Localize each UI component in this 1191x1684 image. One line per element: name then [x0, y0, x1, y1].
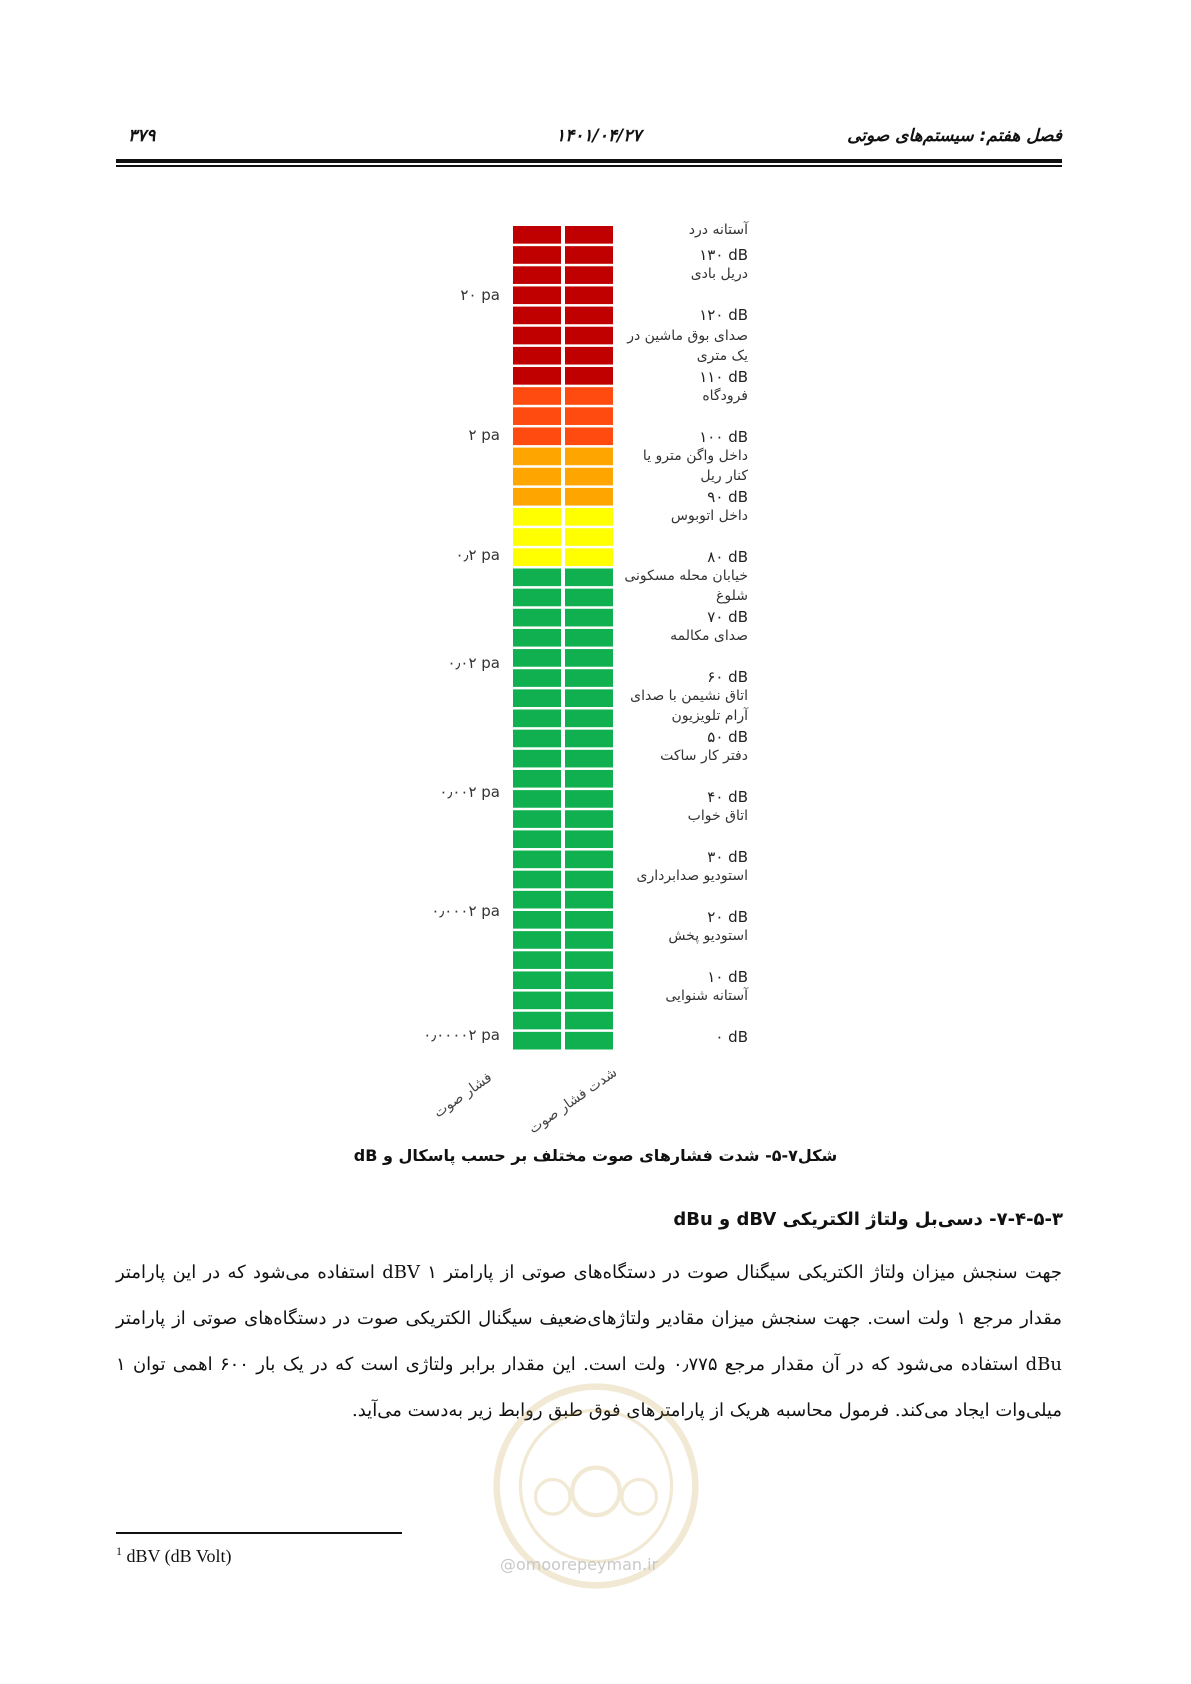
meter-segment [513, 710, 561, 728]
db-note-label: اتاق خواب [687, 808, 748, 824]
meter-segment [513, 810, 561, 828]
meter-segment [565, 810, 613, 828]
meter-segment [565, 508, 613, 526]
meter-segment [513, 871, 561, 889]
axis-label-intensity: شدت فشار صوت [526, 1064, 621, 1138]
meter-segment [565, 548, 613, 566]
meter-segment [565, 689, 613, 707]
db-note-label: آرام تلویزیون [671, 708, 748, 724]
db-note-label: استودیو پخش [668, 928, 748, 944]
pa-value-label: ۲ pa [468, 426, 500, 444]
footnote-number: 1 [116, 1544, 122, 1558]
meter-segment [565, 992, 613, 1010]
meter-segment [513, 770, 561, 788]
meter-segment [513, 367, 561, 385]
pa-value-label: ۰٫۰۰۰۲ pa [431, 902, 500, 920]
db-value-label: ۸۰ dB [707, 548, 748, 566]
db-note-label: یک متری [696, 348, 748, 364]
meter-segment [513, 407, 561, 425]
meter-segment [565, 750, 613, 768]
db-note-label: اتاق نشیمن با صدای [630, 688, 748, 704]
meter-segment [513, 448, 561, 466]
meter-segment [565, 367, 613, 385]
meter-segment [513, 830, 561, 848]
meter-segment [513, 387, 561, 405]
meter-segment [565, 266, 613, 284]
axis-label-pressure: فشار صوت [431, 1069, 496, 1122]
meter-segment [513, 689, 561, 707]
meter-segment [513, 589, 561, 607]
section-title: ۷-۴-۵-۳- دسی‌بل ولتاژ الکتریکی dBV و dBu [673, 1209, 1063, 1230]
db-value-label: ۱۰۰ dB [699, 428, 748, 446]
meter-segment [513, 951, 561, 969]
meter-segment [565, 528, 613, 546]
meter-segment [565, 286, 613, 304]
db-value-label: ۱۳۰ dB [699, 246, 748, 264]
meter-segment [565, 710, 613, 728]
db-value-label: ۰ dB [715, 1028, 748, 1046]
db-note-label: دفتر کار ساکت [660, 748, 748, 764]
db-value-label: ۱۰ dB [707, 968, 748, 986]
db-note-label: خیابان محله مسکونی [624, 568, 748, 584]
footnote-rule [116, 1532, 402, 1534]
page-number: ۳۷۹ [128, 126, 156, 146]
meter-segment [513, 286, 561, 304]
db-note-label: داخل اتوبوس [670, 508, 748, 524]
meter-segment [565, 669, 613, 687]
meter-segment [565, 327, 613, 345]
db-value-label: ۳۰ dB [707, 848, 748, 866]
meter-segment [513, 891, 561, 909]
meter-segment [565, 589, 613, 607]
header-date: ۱۴۰۱/۰۴/۲۷ [556, 126, 642, 146]
meter-segment [513, 468, 561, 486]
meter-segment [513, 327, 561, 345]
meter-segment [513, 568, 561, 586]
db-value-label: ۲۰ dB [707, 908, 748, 926]
meter-segment [513, 649, 561, 667]
meter-segment [513, 548, 561, 566]
meter-segment [513, 669, 561, 687]
pa-value-label: ۰٫۰۲ pa [447, 654, 500, 672]
meter-segment [513, 1032, 561, 1050]
meter-segment [565, 347, 613, 365]
meter-segment [513, 1012, 561, 1030]
meter-segment [565, 851, 613, 869]
pa-value-label: ۲۰ pa [460, 286, 500, 304]
meter-segment [513, 971, 561, 989]
db-note-label: فرودگاه [702, 388, 748, 404]
db-value-label: ۶۰ dB [707, 668, 748, 686]
meter-segment [513, 851, 561, 869]
meter-segment [565, 448, 613, 466]
pa-value-label: ۰٫۲ pa [455, 546, 500, 564]
body-paragraph: جهت سنجش میزان ولتاژ الکتریکی سیگنال صوت در دستگاه‌های صوتی از پارامتر ۱ dBV استفاده می‌شود که در این پارامتر مقدار مرجع ۱ ولت است. جهت سنجش میزان مقادیر ولتاژهای‌ضعیف سیگنال الکتریکی صوت در دستگاه‌های صوتی از پارامتر dBu استفاده می‌شود که در آن مقدار مرجع ۰٫۷۷۵ ولت است. این مقدار برابر ولتاژی است که در یک بار ۶۰۰ اهمی توان ۱ میلی‌وات ایجاد می‌کند. فرمول محاسبه هریک از پارامترهای فوق طبق روابط زیر به‌دست می‌آید. [116, 1262, 1062, 1421]
db-note-label: آستانه درد [688, 222, 748, 238]
meter-segment [513, 528, 561, 546]
footnote [116, 1544, 232, 1567]
db-note-label: آستانه شنوایی [665, 988, 748, 1004]
meter-segment [565, 1032, 613, 1050]
meter-segment [565, 427, 613, 445]
db-note-label: استودیو صدابرداری [636, 868, 748, 884]
meter-segment [513, 931, 561, 949]
db-value-label: ۵۰ dB [707, 728, 748, 746]
meter-segment [513, 629, 561, 647]
meter-segment [565, 730, 613, 748]
meter-segment [513, 790, 561, 808]
meter-segment [565, 911, 613, 929]
meter-segment [565, 790, 613, 808]
meter-segment [565, 568, 613, 586]
meter-segment [513, 347, 561, 365]
meter-segment [513, 750, 561, 768]
meter-segment [513, 488, 561, 506]
meter-segment [513, 246, 561, 264]
db-note-label: داخل واگن مترو یا [642, 448, 748, 464]
db-note-label: صدای بوق ماشین در [627, 328, 748, 344]
db-note-label: دریل بادی [690, 266, 748, 282]
meter-segment [565, 387, 613, 405]
chapter-title: فصل هفتم: سیستم‌های صوتی [847, 126, 1062, 146]
db-note-label: کنار ریل [700, 468, 748, 484]
watermark-text: @omoorepeyman.ir [500, 1555, 659, 1574]
db-value-label: ۱۱۰ dB [699, 368, 748, 386]
db-value-label: ۹۰ dB [707, 488, 748, 506]
meter-segment [565, 649, 613, 667]
pa-value-label: ۰٫۰۰۰۰۲ pa [423, 1026, 500, 1044]
pa-value-label: ۰٫۰۰۲ pa [439, 783, 500, 801]
meter-segment [565, 871, 613, 889]
meter-segment [565, 770, 613, 788]
meter-segment [565, 629, 613, 647]
meter-segment [513, 427, 561, 445]
db-note-label: شلوغ [716, 588, 748, 604]
footnote-text: dBV (dB Volt) [122, 1546, 232, 1566]
meter-segment [565, 488, 613, 506]
meter-segment [565, 951, 613, 969]
meter-segment [513, 609, 561, 627]
db-value-label: ۱۲۰ dB [699, 306, 748, 324]
meter-segment [513, 992, 561, 1010]
meter-segment [565, 246, 613, 264]
meter-segment [565, 891, 613, 909]
meter-segment [565, 971, 613, 989]
meter-segment [565, 226, 613, 244]
db-value-label: ۴۰ dB [707, 788, 748, 806]
meter-segment [565, 307, 613, 325]
meter-segment [513, 911, 561, 929]
meter-segment [565, 1012, 613, 1030]
meter-segment [513, 226, 561, 244]
meter-segment [513, 730, 561, 748]
meter-segment [513, 508, 561, 526]
meter-segment [565, 830, 613, 848]
meter-segment [565, 609, 613, 627]
meter-segment [565, 931, 613, 949]
meter-segment [513, 307, 561, 325]
db-value-label: ۷۰ dB [707, 608, 748, 626]
meter-segment [565, 407, 613, 425]
meter-segment [565, 468, 613, 486]
db-note-label: صدای مکالمه [670, 628, 748, 644]
figure-caption: شکل۷-۵- شدت فشارهای صوت مختلف بر حسب پاسکال و dB [353, 1146, 838, 1165]
meter-segment [513, 266, 561, 284]
